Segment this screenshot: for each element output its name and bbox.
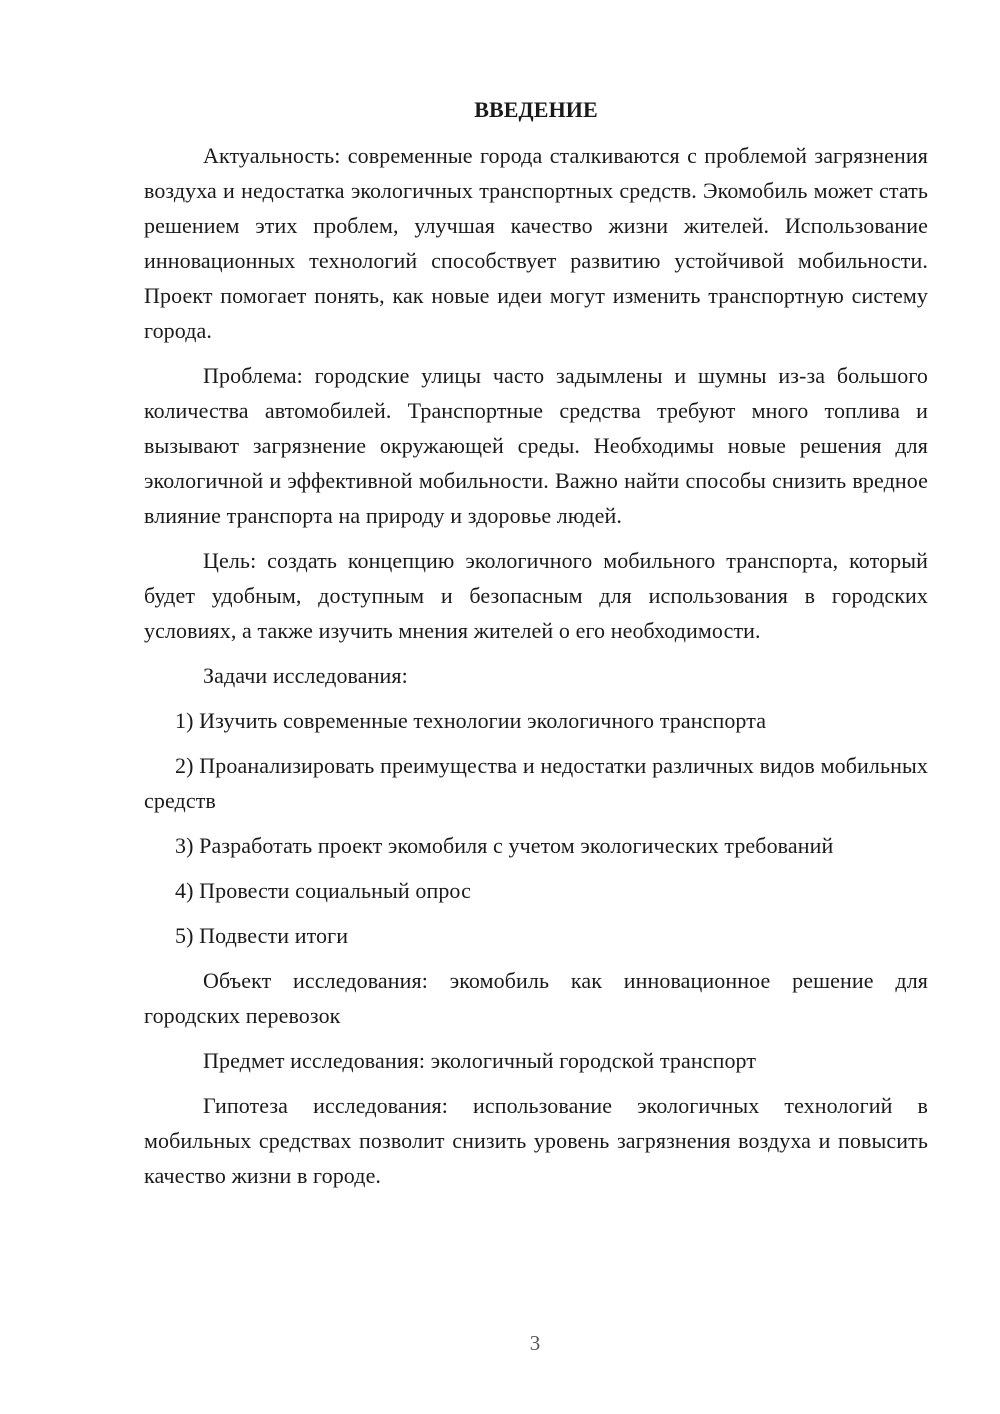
page-title: ВВЕДЕНИЕ [474, 97, 598, 122]
paragraph-problem: Проблема: городские улицы часто задымлены и шумны из-за большого количества автомобилей. Транспортные средства требуют много топлива и вызывают загрязнение окружающей среды. Необходимы новые решения для экологичной и эффективной мобильности. Важно найти способы снизить вредное влияние транспорта на природу и здоровье людей. [144, 363, 928, 528]
paragraph-object: Объект исследования: экомобиль как инновационное решение для городских перевозок [144, 968, 928, 1028]
page-content [144, 92, 928, 1203]
task-item-3: 3) Разработать проект экомобиля с учетом экологических требований [175, 833, 834, 858]
task-item-1: 1) Изучить современные технологии экологичного транспорта [175, 708, 767, 733]
paragraph-hypothesis: Гипотеза исследования: использование экологичных технологий в мобильных средствах позволит снизить уровень загрязнения воздуха и повысить качество жизни в городе. [144, 1093, 928, 1188]
page-number: 3 [529, 1331, 541, 1355]
task-item-5: 5) Подвести итоги [175, 923, 349, 948]
task-item-2: 2) Проанализировать преимущества и недостатки различных видов мобильных средств [144, 753, 928, 813]
tasks-heading: Задачи исследования: [203, 663, 408, 688]
paragraph-subject: Предмет исследования: экологичный городской транспорт [203, 1048, 757, 1073]
paragraph-goal: Цель: создать концепцию экологичного мобильного транспорта, который будет удобным, доступным и безопасным для использования в городских условиях, а также изучить мнения жителей о его необходимости. [144, 548, 928, 643]
paragraph-relevance: Актуальность: современные города сталкиваются с проблемой загрязнения воздуха и недостатка экологичных транспортных средств. Экомобиль может стать решением этих проблем, улучшая качество жизни жителей. Использование инновационных технологий способствует развитию устойчивой мобильности. Проект помогает понять, как новые идеи могут изменить транспортную систему города. [144, 143, 928, 343]
task-item-4: 4) Провести социальный опрос [175, 878, 471, 903]
